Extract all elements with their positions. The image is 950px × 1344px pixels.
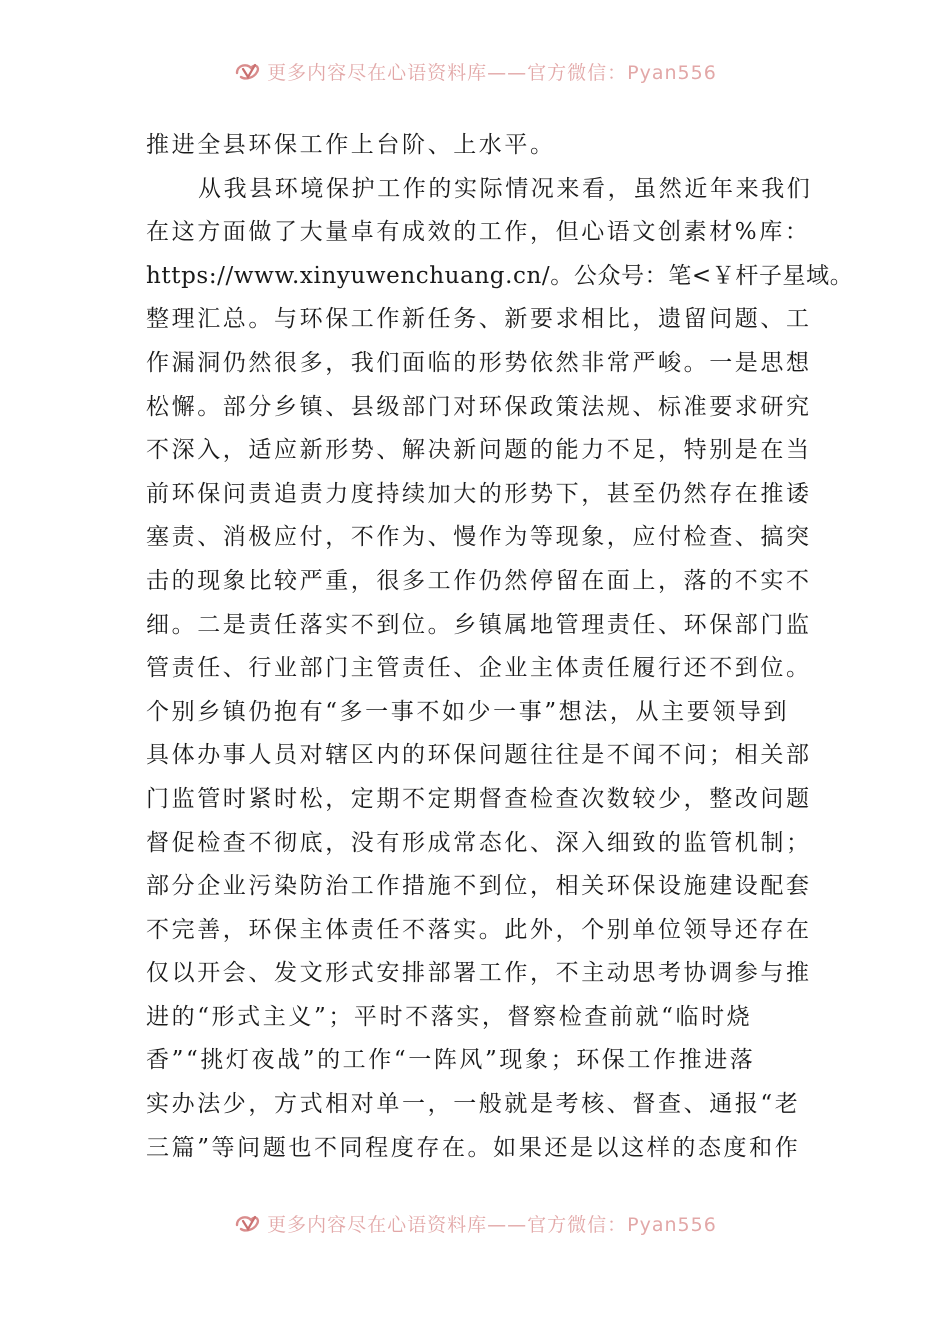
text-line: 个别乡镇仍抱有“多一事不如少一事”想法，从主要领导到 — [146, 698, 790, 725]
text-line: 三篇”等问题也不同程度存在。如果还是以这样的态度和作 — [146, 1134, 801, 1161]
text-line: 督促检查不彻底，没有形成常态化、深入细致的监管机制； — [146, 829, 812, 856]
text-line: 部分企业污染防治工作措施不到位，相关环保设施建设配套 — [146, 873, 812, 900]
text-line: 松懈。部分乡镇、县级部门对环保政策法规、标准要求研究 — [146, 393, 812, 420]
text-line: 进的“形式主义”；平时不落实，督察检查前就“临时烧 — [146, 1003, 753, 1030]
text-line: 香”“挑灯夜战”的工作“一阵风”现象；环保工作推进落 — [146, 1047, 756, 1074]
header-watermark — [0, 54, 950, 88]
text-line: 不深入，适应新形势、解决新问题的能力不足，特别是在当 — [146, 437, 812, 464]
text-line: 在这方面做了大量卓有成效的工作，但心语文创素材%库： — [146, 219, 811, 246]
watermark-text: 更多内容尽在心语资料库——官方微信：Pyan556 — [267, 61, 717, 84]
watermark-text: 更多内容尽在心语资料库——官方微信：Pyan556 — [267, 1213, 717, 1236]
text-line: 不完善，环保主体责任不落实。此外，个别单位领导还存在 — [146, 916, 812, 943]
text-line: 推进全县环保工作上台阶、上水平。 — [146, 132, 556, 158]
text-line: 击的现象比较严重，很多工作仍然停留在面上，落的不实不 — [146, 567, 812, 594]
text-line: 整理汇总。与环保工作新任务、新要求相比，遗留问题、工 — [146, 306, 812, 333]
document-body — [146, 124, 854, 1170]
watermark-logo-icon — [233, 59, 261, 83]
text-line: 塞责、消极应付，不作为、慢作为等现象，应付检查、搞突 — [146, 524, 812, 551]
text-line: 具体办事人员对辖区内的环保问题往往是不闻不问；相关部 — [146, 742, 812, 769]
text-line: 仅以开会、发文形式安排部署工作，不主动思考协调参与推 — [146, 960, 812, 987]
text-line: 细。二是责任落实不到位。乡镇属地管理责任、环保部门监 — [146, 611, 812, 638]
text-line: 前环保问责追责力度持续加大的形势下，甚至仍然存在推诿 — [146, 480, 812, 507]
watermark-logo-icon — [233, 1211, 261, 1235]
text-line: 从我县环境保护工作的实际情况来看，虽然近年来我们 — [198, 175, 813, 202]
text-line: 管责任、行业部门主管责任、企业主体责任履行还不到位。 — [146, 655, 812, 682]
text-line: 门监管时紧时松，定期不定期督查检查次数较少，整改问题 — [146, 785, 812, 812]
text-line: 作漏洞仍然很多，我们面临的形势依然非常严峻。一是思想 — [146, 349, 812, 376]
text-line-url: https://www.xinyuwenchuang.cn/。公众号：笔<￥杆子星域。 — [146, 262, 854, 289]
footer-watermark — [0, 1206, 950, 1240]
text-line: 实办法少，方式相对单一，一般就是考核、督查、通报“老 — [146, 1091, 801, 1118]
